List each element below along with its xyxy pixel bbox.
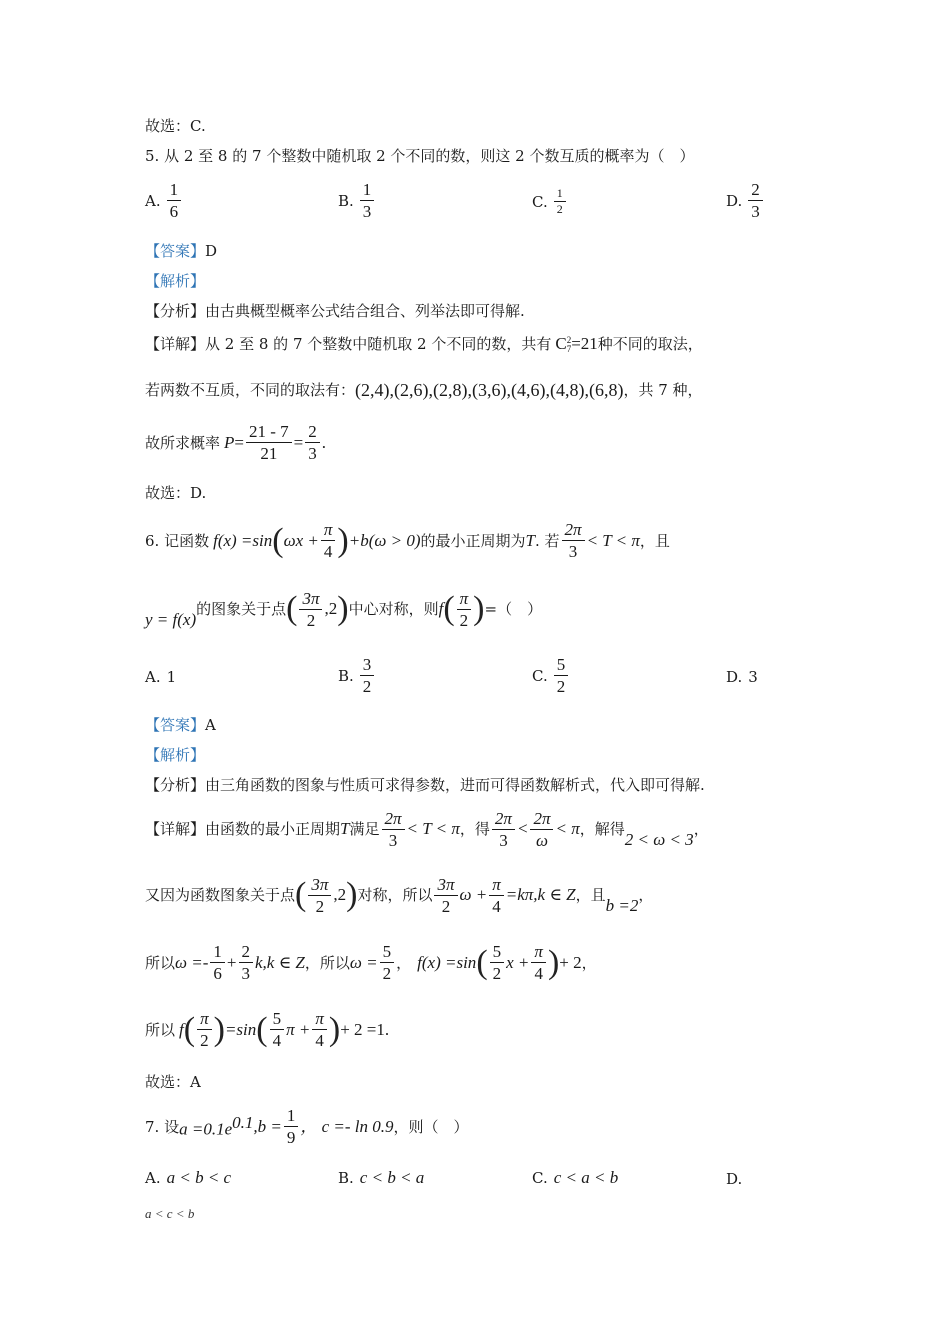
q5-answer: 【答案】D (145, 242, 218, 260)
q5-option-d[interactable] (726, 180, 765, 221)
q7-stem: 7. 设 $a =0.1e^{0.1}$ ,b = $\frac{1}{9}$ ， c =- ln 0.9 ，则（ ） (145, 1106, 469, 1147)
q6-answer: 【答案】A (145, 716, 216, 734)
q6-stem-line-2: y = f(x) 的图象关于点 ( $\frac{3\pi}{2}$ ,2 ) 中心对称，则 f ( $\frac{\pi}{2}$ ) =（ ） (145, 588, 543, 630)
q6-conclusion: 故选：A (145, 1073, 201, 1091)
option-label: C. (532, 192, 548, 211)
q5-conclusion: 故选：D. (145, 484, 207, 502)
q5-analysis: 【分析】由古典概型概率公式结合组合、列举法即可得解. (145, 302, 525, 320)
q5-detail-line-2: 若两数不互质，不同的取法有： (2,4),(2,6),(2,8),(3,6),(4,6),(4,8),(6,8) ，共 7 种， (145, 380, 703, 400)
q4-conclusion: 故选：C. (145, 117, 206, 135)
q7-option-a[interactable]: A. a < b < c (145, 1168, 232, 1187)
q6-analysis: 【分析】由三角函数的图象与性质可求得参数，进而可得函数解析式，代入即可得解. (145, 776, 705, 794)
option-fraction: $\frac{1}{6}$ (167, 180, 182, 221)
option-label: B. (338, 191, 354, 210)
option-fraction: $\frac{2}{3}$ (748, 180, 763, 221)
q7-option-b[interactable]: B. c < b < a (338, 1168, 425, 1187)
q6-option-c[interactable]: C. $\frac{5}{2}$ (532, 655, 570, 696)
q7-option-d[interactable]: D. (726, 1170, 743, 1188)
q6-detail-line-4: 所以 f ( $\frac{\pi}{2}$ ) =sin ( $\frac{5}{4}$ π + $\frac{\pi}{4}$ ) + 2 =1 . (145, 1009, 390, 1050)
q6-detail-line-2: 又因为函数图象关于点 ( $\frac{3\pi}{2}$ ,2 ) 对称，所以 $\frac{3\pi}{2}$ ω + $\frac{\pi}{4}$ =kπ,k ∈ Z ，且 b =2 ， (145, 874, 654, 916)
q7-option-c[interactable]: C. c < a < b (532, 1168, 619, 1187)
q5-detail-line-3: 故所求概率 P = $\frac{21 - 7}{21}$ = $\frac{2}{3}$ . (145, 422, 327, 463)
q5-option-c[interactable] (532, 187, 568, 216)
q5-option-b[interactable] (338, 180, 376, 221)
probability-fraction: $\frac{21 - 7}{21}$ (246, 422, 292, 463)
option-fraction: $\frac{1}{3}$ (360, 180, 375, 221)
option-fraction: $\frac{1}{2}$ (554, 187, 566, 216)
q6-option-b[interactable]: B. $\frac{3}{2}$ (338, 655, 376, 696)
q5-jiexi-heading: 【解析】 (145, 272, 206, 290)
q6-option-d[interactable]: D. 3 (726, 668, 758, 686)
option-label: D. (726, 191, 743, 210)
result-fraction: $\frac{2}{3}$ (305, 422, 320, 463)
q6-detail-line-3: 所以 ω =- $\frac{1}{6}$ + $\frac{2}{3}$ k,k ∈ Z ，所以 ω = $\frac{5}{2}$ ， f(x) =sin ( $\frac{5}{2}$ x + $\frac{\pi}{4}$ ) + 2 ， (145, 942, 597, 983)
q5-stem: 5. 从 2 至 8 的 7 个整数中随机取 2 个不同的数，则这 2 个数互质的概率为（ ） (145, 147, 695, 165)
q6-jiexi-heading: 【解析】 (145, 746, 206, 764)
q6-option-a[interactable]: A. 1 (145, 668, 177, 686)
q7-option-d-value: a < c < b (145, 1206, 195, 1221)
combination: C 2 7 =21 (555, 334, 598, 355)
q5-detail-line-1: 【详解】 从 2 至 8 的 7 个整数中随机取 2 个不同的数，共有 C 2 7 =21 种不同的取法， (145, 334, 703, 355)
option-label: A. (145, 191, 161, 210)
q6-detail-line-1: 【详解】 由函数的最小正周期 T 满足 $\frac{2\pi}{3}$ < T < π ，得 $\frac{2\pi}{3}$ < $\frac{2\pi}{\omega}$ < π ，解得 2 < ω < 3 ， (145, 808, 709, 850)
q6-stem-line-1: 6. 记函数 f(x) =sin ( ωx + $\frac{\pi}{4}$ ) +b(ω > 0) 的最小正周期为 T . 若 $\frac{2\pi}{3}$ < T < π ，且 (145, 520, 670, 561)
q5-option-a[interactable] (145, 180, 183, 221)
a-definition: $a =0.1e^{0.1}$ (179, 1113, 254, 1139)
